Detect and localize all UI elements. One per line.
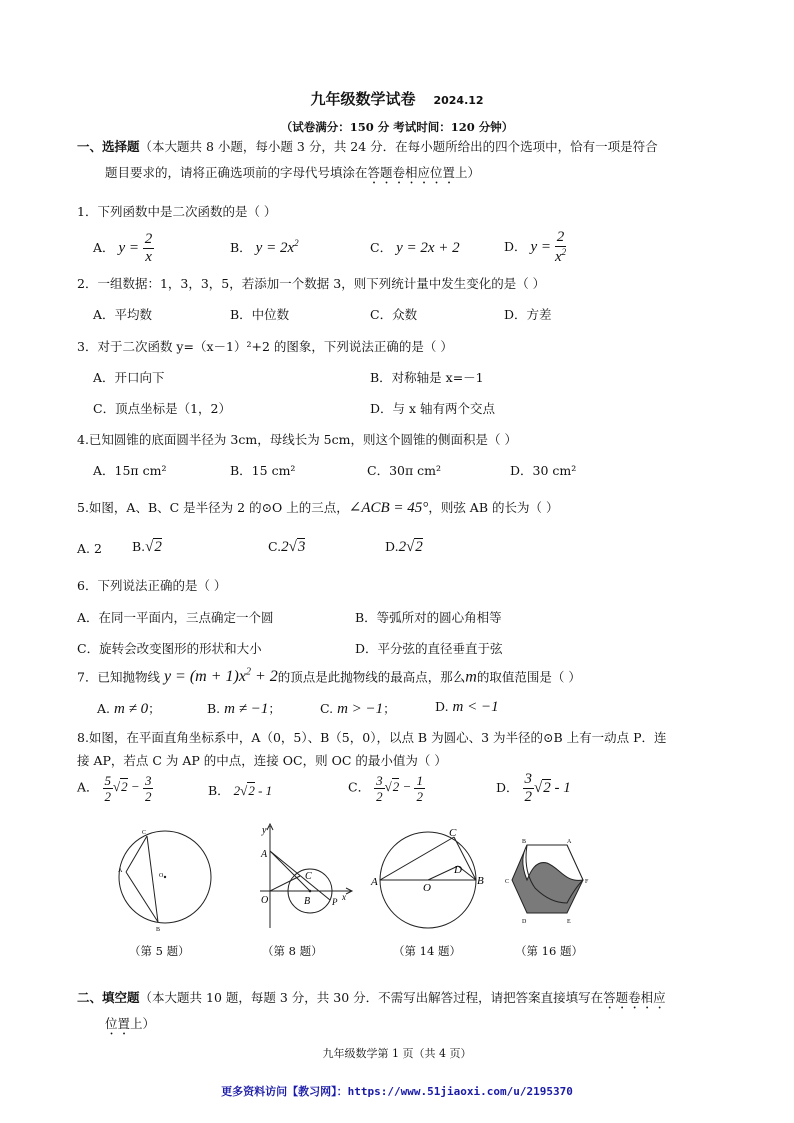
q2-stem: 2．一组数据：1，3，3，5，若添加一个数据 3，则下列统计量中发生变化的是（ ） xyxy=(77,276,546,291)
q8-c-label: C． xyxy=(348,779,371,795)
q6-option-c: C．旋转会改变图形的形状和大小 xyxy=(77,641,262,656)
caption-fig8: （第 8 题） xyxy=(262,944,323,958)
q1-option-b xyxy=(230,238,299,257)
svg-text:B: B xyxy=(304,896,311,907)
svg-text:A: A xyxy=(567,839,572,845)
q7-option-a: A. m ≠ 0； xyxy=(97,701,161,717)
q5-stem-b: ，则弦 AB 的长为（ ） xyxy=(428,500,559,515)
section1-desc-line1: （本大题共 8 小题，每小题 3 分，共 24 分．在每小题所给出的四个选项中，恰有一项是符合 xyxy=(139,139,658,154)
q5-stem xyxy=(77,498,558,517)
q1-b-label: B． xyxy=(230,240,252,255)
q5-d-label: D. xyxy=(385,539,399,554)
q4-option-c: C．30π cm² xyxy=(367,463,442,478)
section1-desc-line2c: 上） xyxy=(455,165,481,180)
q5-option-c: C.2√3 xyxy=(268,539,306,555)
q6-stem: 6．下列说法正确的是（ ） xyxy=(77,578,227,593)
q4-stem: 4.已知圆锥的底面圆半径为 3cm，母线长为 5cm，则这个圆锥的侧面积是（ ） xyxy=(77,432,517,447)
svg-text:D: D xyxy=(454,864,462,876)
page-title xyxy=(0,88,794,109)
exam-date: 2024.12 xyxy=(433,94,484,107)
section1-line2 xyxy=(105,160,480,187)
q4-option-b: B．15 cm² xyxy=(230,463,296,478)
q8-line1: 8.如图，在平面直角坐标系中，A（0，5）、B（5，0），以点 B 为圆心、3 为半径的⊙B 上有一动点 P．连 xyxy=(77,730,667,745)
ad-footer-link[interactable]: 更多资料访问【教习网】：https://www.51jiaoxi.com/u/2195370 xyxy=(221,1085,573,1098)
svg-text:A: A xyxy=(118,868,123,874)
figure-q16 xyxy=(505,833,600,928)
svg-text:y: y xyxy=(262,825,267,836)
svg-text:F: F xyxy=(585,879,589,885)
q3-option-b: B．对称轴是 x=－1 xyxy=(370,370,484,385)
q8-line2: 接 AP，若点 C 为 AP 的中点，连接 OC，则 OC 的最小值为（ ） xyxy=(77,753,447,768)
q1-a-formula: y = $\frac{2}{x}$ xyxy=(118,231,153,265)
svg-text:x: x xyxy=(342,892,346,902)
q3-option-d: D．与 x 轴有两个交点 xyxy=(370,401,496,416)
q1-stem: 1．下列函数中是二次函数的是（ ） xyxy=(77,204,277,219)
section1-desc-line2b: 答题卷相应位置 xyxy=(367,165,456,180)
svg-text:D: D xyxy=(522,919,527,925)
section1-line1 xyxy=(77,134,658,160)
q1-d-label: D． xyxy=(504,238,527,254)
q7-d-label: D. xyxy=(435,699,449,714)
svg-text:B: B xyxy=(477,875,484,887)
q6-option-d: D．平分弦的直径垂直于弦 xyxy=(355,641,503,656)
q8-d-label: D． xyxy=(496,779,519,795)
q1-option-a xyxy=(93,232,154,265)
q1-d-formula: y = $\frac{2}{x^2}$ xyxy=(530,229,567,265)
svg-text:O: O xyxy=(261,895,269,906)
q5-stem-math: ∠ACB = 45° xyxy=(348,500,429,516)
q1-a-label: A． xyxy=(93,239,115,255)
q1-c-label: C． xyxy=(370,240,393,255)
figure-q14 xyxy=(370,825,495,935)
q4-option-a: A．15π cm² xyxy=(93,463,167,478)
q6-option-a: A．在同一平面内，三点确定一个圆 xyxy=(77,610,274,625)
q7-option-c: C. m > −1； xyxy=(320,701,396,717)
q8-option-b: B． 2√2 - 1 xyxy=(208,783,273,798)
figure-q5 xyxy=(110,825,220,935)
q3-option-c: C．顶点坐标是（1，2） xyxy=(93,401,231,416)
svg-text:B: B xyxy=(156,927,161,933)
section2-desc-line1a: （本大题共 10 题，每题 3 分，共 30 分．不需写出解答过程，请把答案直接填写在 xyxy=(139,990,604,1005)
q5-b-label: B. xyxy=(132,539,146,554)
section2-heading: 二、填空题 xyxy=(77,990,140,1005)
q7-formula: $y = (m + 1)x^2 + 2$ xyxy=(163,667,278,686)
svg-text:E: E xyxy=(567,919,571,925)
q5-option-a: A. 2 xyxy=(77,541,102,556)
q6-option-b: B．等弧所对的圆心角相等 xyxy=(355,610,502,625)
q5-option-d: D.2√2 xyxy=(385,539,423,555)
svg-text:C: C xyxy=(142,830,147,836)
q7-stem: 7．已知抛物线 $y = (m + 1)x^2 + 2$的顶点是此抛物线的最高点，那么m的取值范围是（ ） xyxy=(77,667,581,686)
exam-title: 九年级数学试卷 xyxy=(310,90,416,108)
section2-desc-line2c: 上） xyxy=(130,1016,156,1031)
q8-b-label: B． xyxy=(208,783,230,798)
q7-a-label: A. xyxy=(97,701,111,716)
section2-desc-line1b: 答题卷相应 xyxy=(603,990,666,1005)
section1-heading: 一、选择题 xyxy=(77,139,140,154)
q7-option-b: B. m ≠ −1； xyxy=(207,701,281,717)
svg-text:C: C xyxy=(305,871,312,882)
q4-option-d: D．30 cm² xyxy=(510,463,577,478)
q7-option-d: D. m < −1 xyxy=(435,699,499,715)
q2-option-d: D．方差 xyxy=(504,307,552,322)
q1-b-formula: $y = 2x^2$ xyxy=(255,238,299,256)
q1-option-c xyxy=(370,238,460,257)
q8-option-c: C． $\frac{3}{2}$ √2 − $\frac{1}{2}$ xyxy=(348,773,423,804)
exam-subtitle: （试卷满分：150 分 考试时间：120 分钟） xyxy=(280,120,514,134)
svg-text:A: A xyxy=(371,876,378,888)
svg-text:O: O xyxy=(159,873,164,879)
section2-line2 xyxy=(105,1011,155,1038)
q2-option-a: A．平均数 xyxy=(93,307,153,322)
page-footer: 九年级数学第 1 页（共 4 页） xyxy=(322,1047,472,1060)
q8-a-label: A． xyxy=(77,779,99,795)
q2-option-c: C．众数 xyxy=(370,307,418,322)
q7-stem-c: 的取值范围是（ ） xyxy=(476,669,581,685)
q5-option-b: B.√2 xyxy=(132,539,162,555)
section1-desc-line2a: 题目要求的，请将正确选项前的字母代号填涂在 xyxy=(105,165,368,180)
svg-text:B: B xyxy=(522,839,527,845)
q5-stem-a: 5.如图，A、B、C 是半径为 2 的⊙O 上的三点， xyxy=(77,500,349,515)
svg-text:P: P xyxy=(332,897,338,907)
q1-c-formula: y = 2x + 2 xyxy=(396,240,460,256)
q8-option-d: D． $\frac{3}{2}$ √2 - 1 xyxy=(496,771,571,805)
q7-stem-a: 7．已知抛物线 xyxy=(77,669,160,685)
q3-stem: 3．对于二次函数 y=（x－1）²+2 的图象，下列说法正确的是（ ） xyxy=(77,339,453,354)
q3-option-a: A．开口向下 xyxy=(93,370,165,385)
figure-q8 xyxy=(252,820,362,935)
section2-line1 xyxy=(77,985,666,1012)
svg-text:A: A xyxy=(261,849,268,860)
q2-option-b: B．中位数 xyxy=(230,307,290,322)
caption-fig14: （第 14 题） xyxy=(393,944,461,958)
svg-text:C: C xyxy=(505,879,510,885)
svg-text:C: C xyxy=(449,827,457,839)
q7-stem-b: 的顶点是此抛物线的最高点，那么 xyxy=(277,669,466,685)
caption-fig16: （第 16 题） xyxy=(515,944,583,958)
section2-desc-line2b: 位置 xyxy=(105,1016,131,1031)
q7-c-label: C. xyxy=(320,701,334,716)
svg-text:O: O xyxy=(423,882,431,894)
caption-fig5: （第 5 题） xyxy=(129,944,190,958)
q1-option-d xyxy=(504,230,566,265)
q8-option-a: A． $\frac{5}{2}$ √2 − $\frac{3}{2}$ xyxy=(77,773,152,804)
q5-c-label: C. xyxy=(268,539,282,554)
q7-b-label: B. xyxy=(207,701,221,716)
